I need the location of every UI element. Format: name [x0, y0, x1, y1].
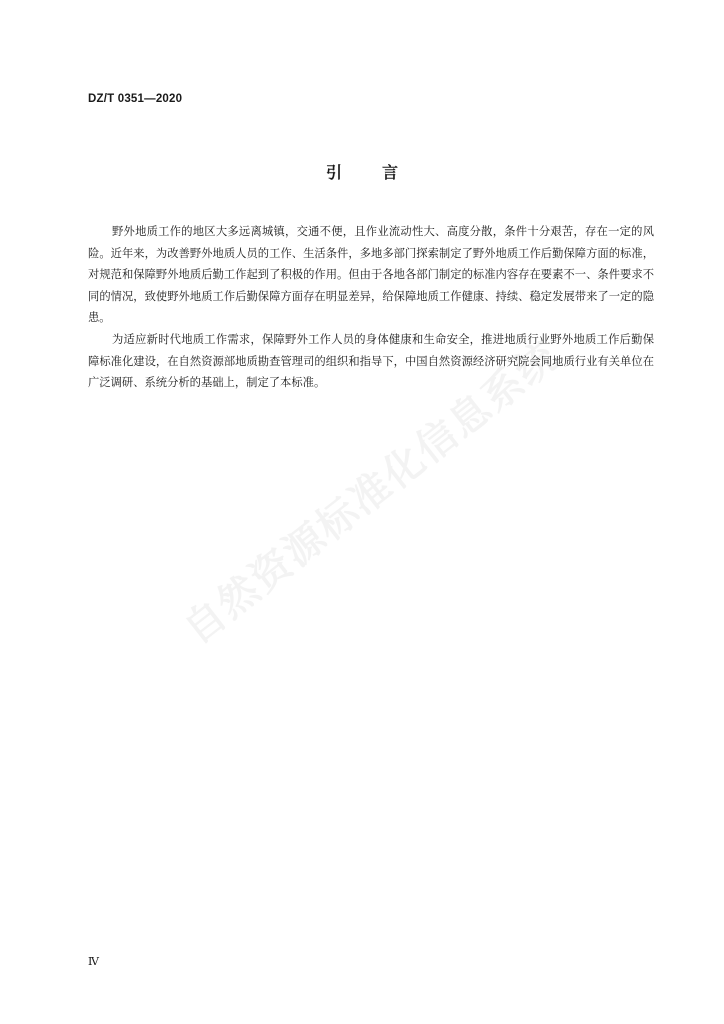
- paragraph-1: 野外地质工作的地区大多远离城镇，交通不便，且作业流动性大、高度分散，条件十分艰苦，存在一定的风险。近年来，为改善野外地质人员的工作、生活条件，多地多部门探索制定了野外地质工作后勤保障方面的标准，对规范和保障野外地质后勤工作起到了积极的作用。但由于各地各部门制定的标准内容存在要素不一、条件要求不同的情况，致使野外地质工作后勤保障方面存在明显差异，给保障地质工作健康、持续、稳定发展带来了一定的隐患。: [88, 225, 654, 325]
- paragraph-2: 为适应新时代地质工作需求，保障野外工作人员的身体健康和生命安全，推进地质行业野外地质工作后勤保障标准化建设，在自然资源部地质勘查管理司的组织和指导下，中国自然资源经济研究院会同地质行业有关单位在广泛调研、系统分析的基础上，制定了本标准。: [88, 332, 654, 390]
- standard-code: DZ/T 0351—2020: [88, 93, 183, 105]
- body-text: [88, 221, 654, 394]
- page-title: 引言: [325, 163, 438, 182]
- page-number: Ⅳ: [88, 956, 99, 968]
